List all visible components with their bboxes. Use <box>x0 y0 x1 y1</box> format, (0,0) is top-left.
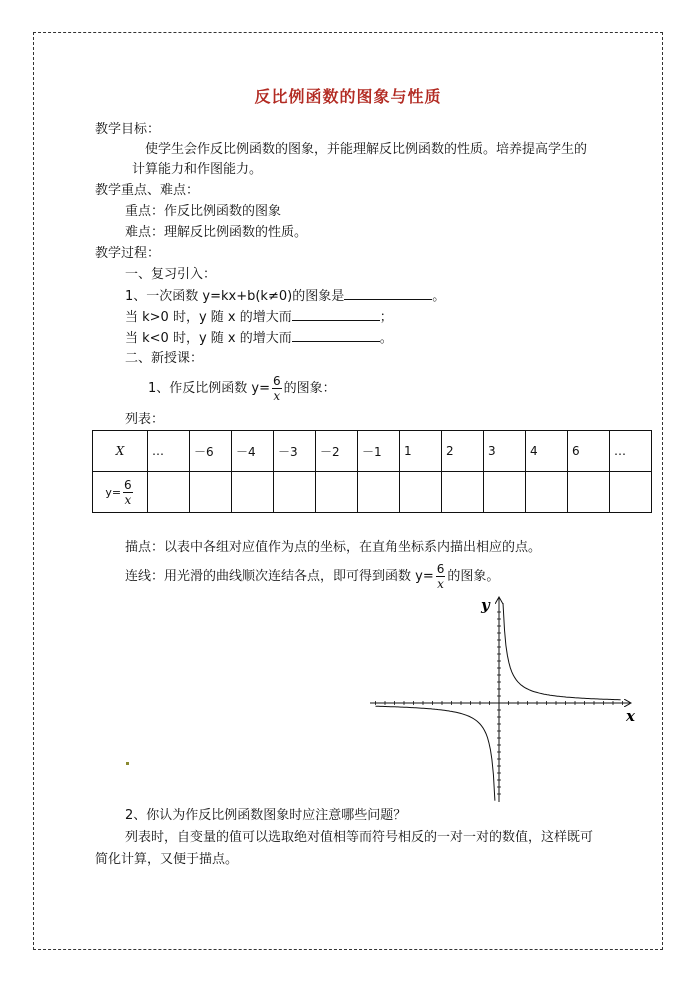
stray-mark <box>126 762 129 765</box>
review-question-1 <box>125 287 445 306</box>
review-question-1-end: 。 <box>432 289 446 304</box>
table-fraction <box>123 478 133 507</box>
review-question-2-text: 当 k>0 时，y 随 x 的增大而 <box>125 310 292 325</box>
hyperbola-graph <box>368 592 643 807</box>
review-question-2 <box>125 308 393 327</box>
step-connect <box>125 560 499 594</box>
answer-blank-1[interactable] <box>344 287 432 300</box>
table-cell-y[interactable] <box>232 472 274 513</box>
table-cell-x: … <box>148 431 190 472</box>
connect-fraction-denominator: x <box>437 577 444 591</box>
table-header-y <box>93 472 148 513</box>
y-axis-label: y <box>481 596 490 614</box>
connect-fraction <box>436 562 446 591</box>
review-heading: 一、复习引入： <box>125 267 217 282</box>
table-cell-x: －6 <box>190 431 232 472</box>
table-fraction-denominator: x <box>124 492 132 507</box>
table-fraction-numerator: 6 <box>124 477 132 492</box>
review-question-1-text: 1、一次函数 y=kx+b(k≠0)的图象是 <box>125 289 345 304</box>
table-cell-y[interactable] <box>442 472 484 513</box>
fraction-denominator: x <box>273 389 281 403</box>
question-2-answer-line-1: 列表时，自变量的值可以选取绝对值相等而符号相反的一对一对的数值，这样既可 <box>125 830 594 845</box>
goals-heading: 教学目标： <box>95 122 161 137</box>
keypoint-difficulty: 难点：理解反比例函数的性质。 <box>125 225 308 240</box>
new-lesson-heading: 二、新授课： <box>125 351 204 366</box>
table-cell-x: 1 <box>400 431 442 472</box>
review-question-3-end: 。 <box>379 331 393 346</box>
x-axis-label: x <box>626 707 635 725</box>
review-question-3-text: 当 k<0 时，y 随 x 的增大而 <box>125 331 292 346</box>
page-title: 反比例函数的图象与性质 <box>254 87 442 106</box>
table-cell-x: 2 <box>442 431 484 472</box>
table-cell-x: 3 <box>484 431 526 472</box>
table-row-y <box>93 472 652 513</box>
table-cell-y[interactable] <box>148 472 190 513</box>
list-label: 列表： <box>125 412 165 427</box>
answer-blank-3[interactable] <box>292 329 380 342</box>
table-cell-y[interactable] <box>190 472 232 513</box>
question-2-answer-line-2: 简化计算，又便于描点。 <box>95 852 239 867</box>
table-cell-x: … <box>610 431 652 472</box>
table-cell-y[interactable] <box>316 472 358 513</box>
review-question-3 <box>125 329 393 348</box>
hyperbola-branch-q3 <box>376 706 495 801</box>
table-cell-y[interactable] <box>610 472 652 513</box>
table-cell-x: －1 <box>358 431 400 472</box>
table-cell-y[interactable] <box>526 472 568 513</box>
table-cell-x: －2 <box>316 431 358 472</box>
table-cell-y[interactable] <box>484 472 526 513</box>
goals-line-2: 计算能力和作图能力。 <box>132 162 263 177</box>
review-question-2-end: ； <box>379 310 393 325</box>
table-row-x <box>93 431 652 472</box>
table-cell-y[interactable] <box>568 472 610 513</box>
hyperbola-branch-q1 <box>503 603 621 700</box>
fraction-numerator: 6 <box>273 374 281 388</box>
task-1-prefix: 1、作反比例函数 y= <box>148 381 270 396</box>
table-cell-x: 6 <box>568 431 610 472</box>
task-1-suffix: 的图象： <box>283 381 336 396</box>
step-plot: 描点：以表中各组对应值作为点的坐标，在直角坐标系内描出相应的点。 <box>125 540 542 555</box>
process-heading: 教学过程： <box>95 246 161 261</box>
question-2: 2、你认为作反比例函数图象时应注意哪些问题？ <box>125 808 407 823</box>
step-connect-suffix: 的图象。 <box>447 569 500 584</box>
goals-line-1: 使学生会作反比例函数的图象，并能理解反比例函数的性质。培养提高学生的 <box>145 142 588 157</box>
table-cell-x: －3 <box>274 431 316 472</box>
table-cell-y[interactable] <box>358 472 400 513</box>
fraction-six-over-x <box>272 374 282 403</box>
connect-fraction-numerator: 6 <box>436 562 445 576</box>
table-cell-y[interactable] <box>400 472 442 513</box>
step-connect-prefix: 连线：用光滑的曲线顺次连结各点，即可得到函数 y= <box>125 569 434 584</box>
table-cell-x: 4 <box>526 431 568 472</box>
table-y-prefix: y= <box>105 485 122 499</box>
task-1 <box>148 372 336 406</box>
answer-blank-2[interactable] <box>292 308 380 321</box>
table-cell-y[interactable] <box>274 472 316 513</box>
keypoint-focus: 重点：作反比例函数的图象 <box>125 204 282 219</box>
table-cell-x: －4 <box>232 431 274 472</box>
table-header-x: X <box>93 431 148 472</box>
keypoints-heading: 教学重点、难点： <box>95 183 200 198</box>
value-table <box>92 430 652 513</box>
